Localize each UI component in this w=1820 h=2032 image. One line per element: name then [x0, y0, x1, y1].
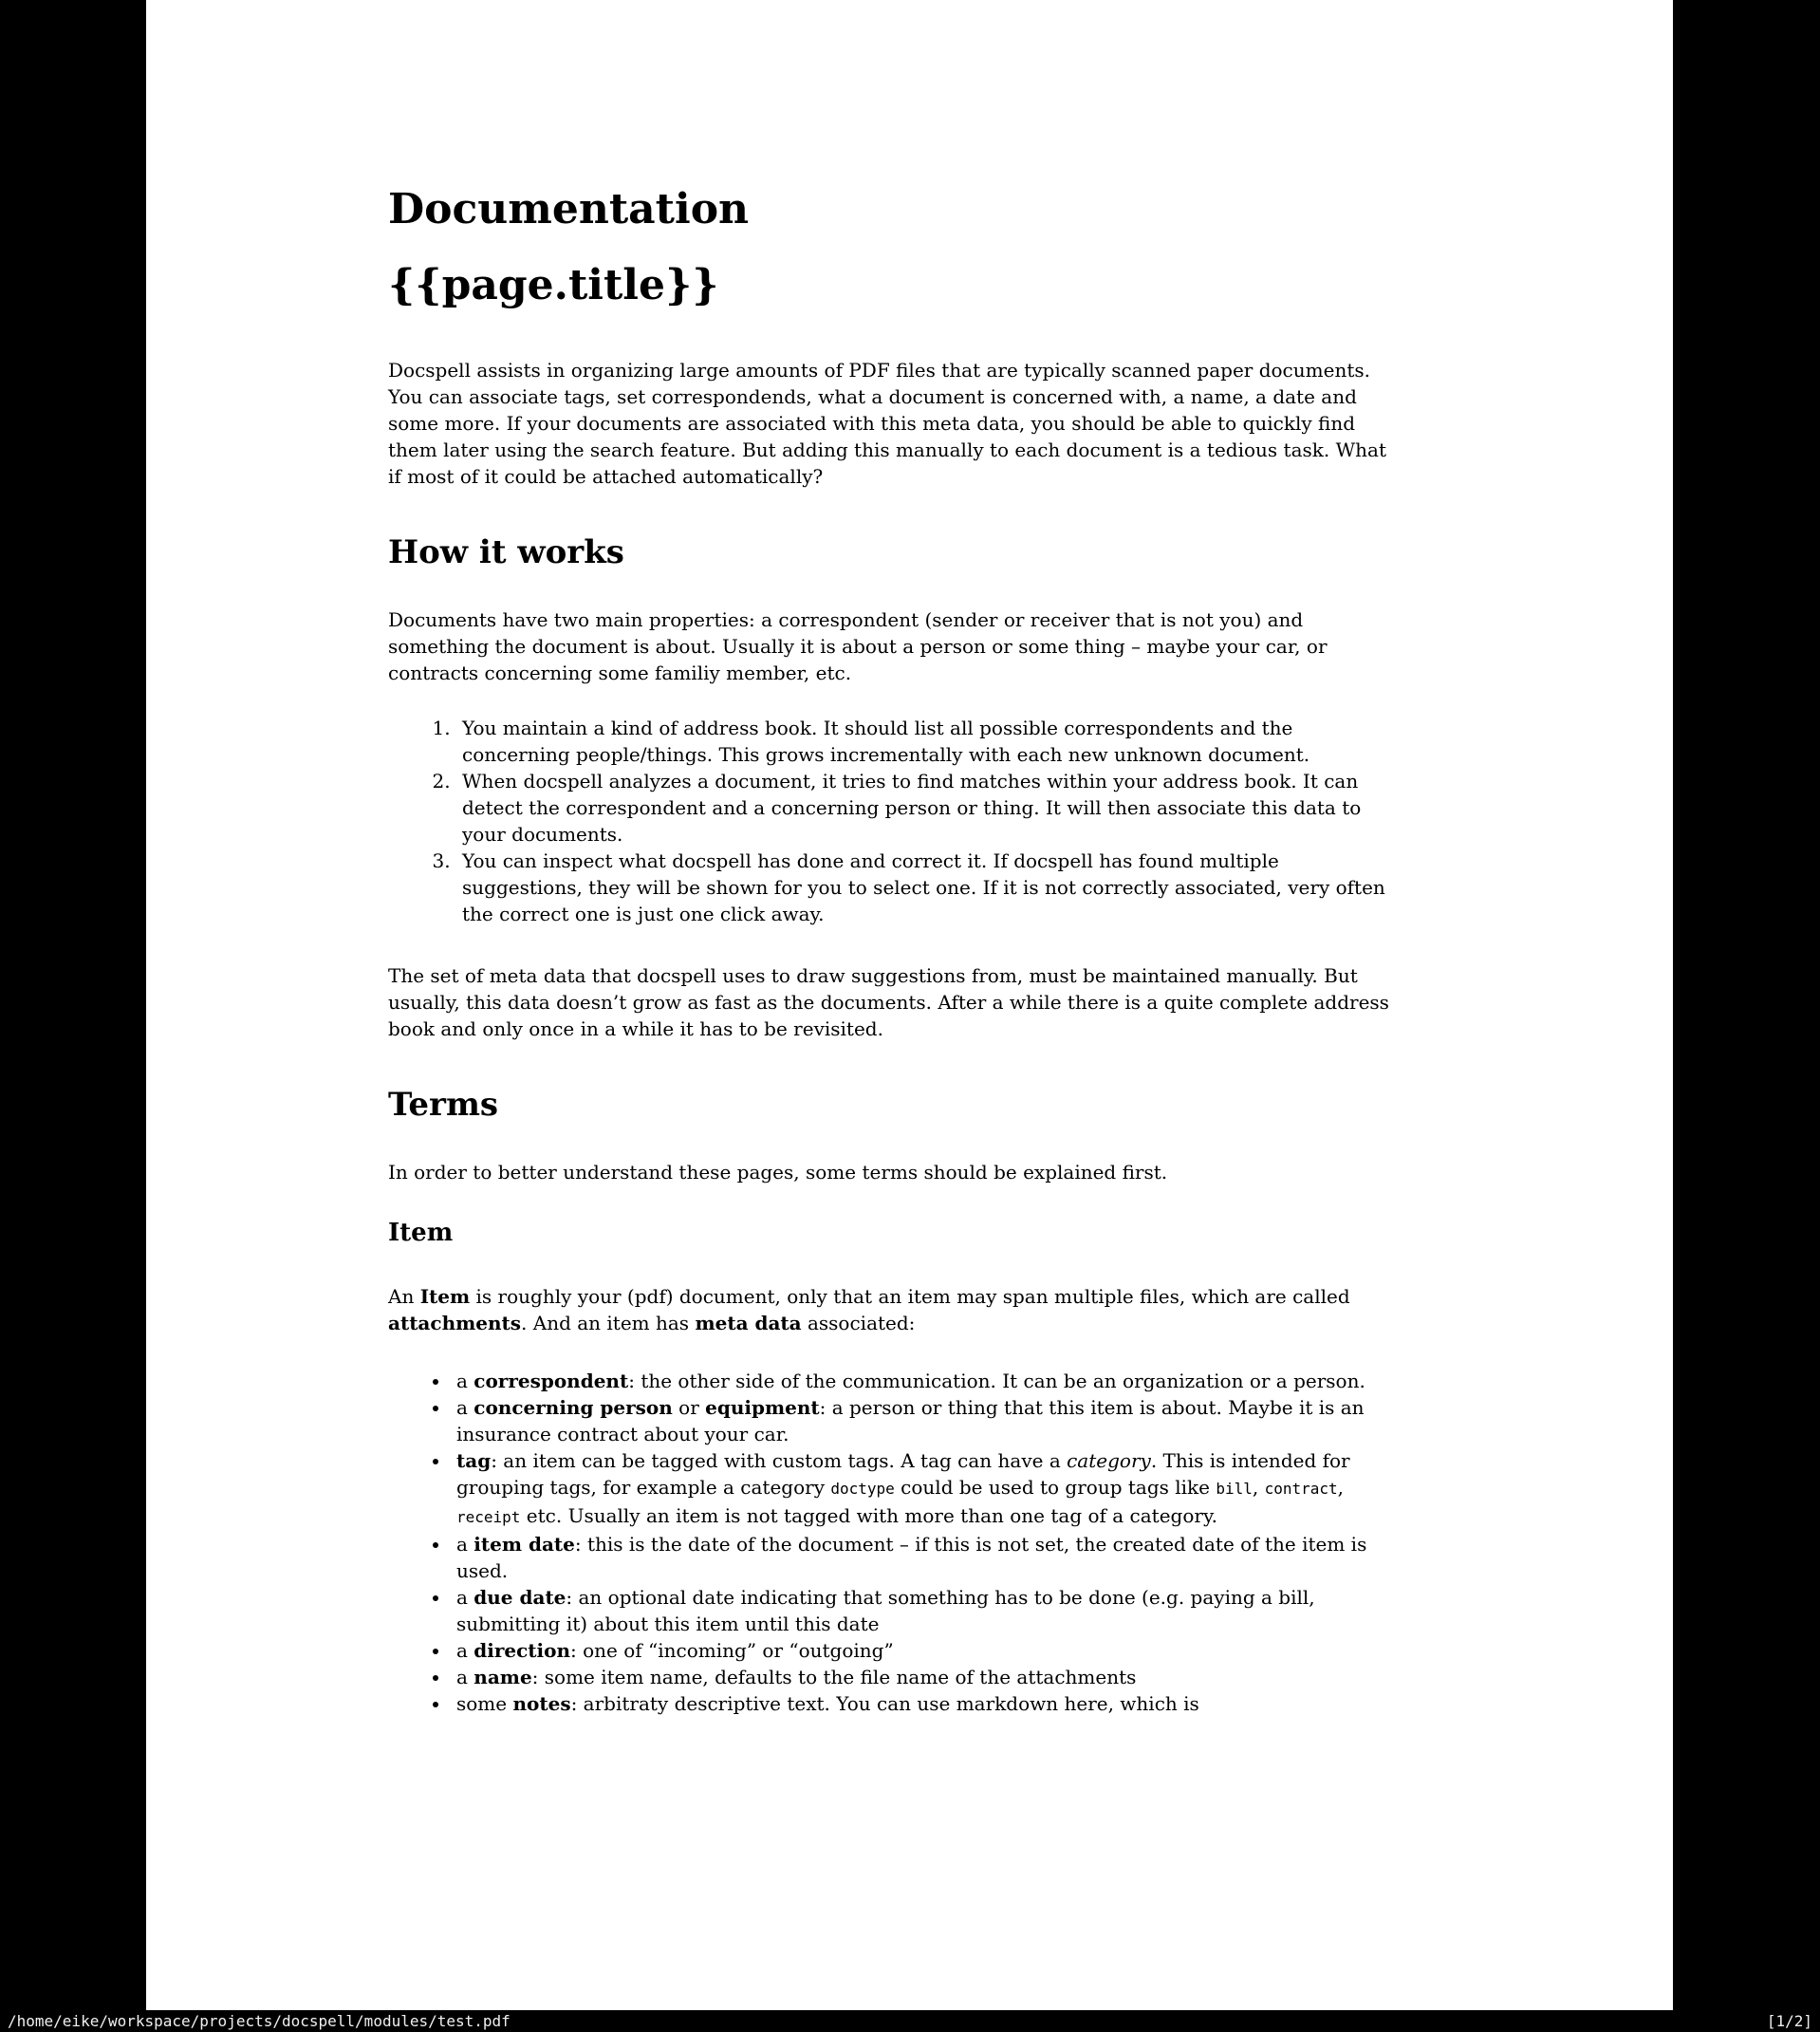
list-item [451, 1690, 1392, 1717]
bold-text: notes [512, 1692, 571, 1715]
text-run: a [456, 1666, 474, 1688]
text-run: . This is intended for grouping tags, for example a category [456, 1449, 1350, 1499]
workflow-list [388, 715, 1392, 927]
bold-text: item date [474, 1533, 575, 1556]
list-item [456, 715, 1392, 768]
text-run: , [1337, 1476, 1345, 1499]
list-item [456, 768, 1392, 848]
list-item [451, 1531, 1392, 1584]
text-run: some [456, 1692, 513, 1715]
bold-text: Item [419, 1285, 471, 1308]
text-run: An [388, 1285, 420, 1308]
text-run: : the other side of the communication. It can be an organization or a person. [628, 1370, 1365, 1392]
list-item [451, 1584, 1392, 1637]
bold-text: correspondent [474, 1370, 629, 1392]
bold-text: equipment [705, 1396, 820, 1419]
intro-paragraph [388, 357, 1392, 490]
how-it-works-paragraph [388, 606, 1392, 686]
text-run: : arbitraty descriptive text. You can use markdown here, which is [570, 1692, 1199, 1715]
list-item [451, 1368, 1392, 1394]
status-bar [0, 2010, 1820, 2032]
doc-heading [388, 186, 1392, 233]
bold-text: concerning person [474, 1396, 673, 1419]
text-run: Docspell assists in organizing large amounts of PDF files that are typically scanned paper documents. You can associate tags, set correspondends, what a document is concerned with, a name, a date and some more. If your documents are associated with this meta data, you should be able to quickly find them later using the search feature. But adding this manually to each document is a tedious task. What if most of it could be attached automatically? [388, 359, 1387, 488]
list-item [451, 1394, 1392, 1447]
text-run: : one of “incoming” or “outgoing” [570, 1639, 894, 1662]
text-run: You maintain a kind of address book. It should list all possible correspondents and the concerning people/things. This grows incrementally with each new unknown document. [462, 717, 1310, 766]
meta-data-list [388, 1368, 1392, 1717]
text-run: a [456, 1586, 474, 1609]
bold-text: attachments [388, 1312, 522, 1334]
text-run: Documents have two main properties: a correspondent (sender or receiver that is not you) and something the document is about. Usually it is about a person or some thing – maybe your car, or contracts concerning some familiy member, etc. [388, 608, 1328, 684]
text-run: Terms [388, 1086, 499, 1124]
text-run: How it works [388, 533, 624, 571]
terms-heading [388, 1086, 1392, 1124]
text-run: {{page.title}} [388, 261, 719, 309]
pdf-page[interactable] [146, 0, 1673, 2010]
text-run: a [456, 1396, 474, 1419]
page-title-heading [388, 262, 1392, 309]
text-run: When docspell analyzes a document, it tries to find matches within your address book. It can detect the correspondent and a concerning person or thing. It will then associate this data to your documents. [462, 770, 1362, 846]
italic-text: category [1067, 1449, 1151, 1472]
text-run: or [672, 1396, 706, 1419]
inline-code: doctype [830, 1480, 895, 1498]
text-run: : some item name, defaults to the file name of the attachments [531, 1666, 1137, 1688]
list-item [456, 848, 1392, 927]
how-it-works-heading [388, 533, 1392, 571]
item-paragraph [388, 1283, 1392, 1336]
list-item [451, 1664, 1392, 1690]
text-run: is roughly your (pdf) document, only that an item may span multiple files, which are called [470, 1285, 1350, 1308]
bold-text: name [474, 1666, 532, 1688]
text-run: Documentation [388, 185, 750, 233]
text-run: a [456, 1370, 474, 1392]
text-run: could be used to group tags like [894, 1476, 1216, 1499]
inline-code: contract [1264, 1480, 1338, 1498]
text-run: . And an item has [521, 1312, 696, 1334]
text-run: associated: [801, 1312, 916, 1334]
status-file-path: /home/eike/workspace/projects/docspell/modules/test.pdf [8, 2012, 511, 2030]
text-run: In order to better understand these pages, some terms should be explained first. [388, 1161, 1168, 1184]
text-run: a [456, 1639, 474, 1662]
item-heading [388, 1218, 1392, 1248]
bold-text: tag [456, 1449, 492, 1472]
bold-text: due date [474, 1586, 566, 1609]
bold-text: direction [474, 1639, 571, 1662]
text-run: The set of meta data that docspell uses to draw suggestions from, must be maintained manually. But usually, this data doesn’t grow as fast as the documents. After a while there is a quite complete address book and only once in a while it has to be revisited. [388, 964, 1389, 1040]
text-run: , [1252, 1476, 1265, 1499]
text-run: etc. Usually an item is not tagged with more than one tag of a category. [520, 1504, 1217, 1527]
text-run: : an item can be tagged with custom tags. A tag can have a [491, 1449, 1068, 1472]
text-run: a [456, 1533, 474, 1556]
status-page-indicator: [1/2] [1766, 2012, 1812, 2030]
list-item [451, 1447, 1392, 1531]
text-run: : a person or thing that this item is about. Maybe it is an insurance contract about your car. [456, 1396, 1365, 1445]
inline-code: receipt [456, 1508, 521, 1526]
inline-code: bill [1216, 1480, 1253, 1498]
text-run: You can inspect what docspell has done and correct it. If docspell has found multiple suggestions, they will be shown for you to select one. If it is not correctly associated, very often the correct one is just one click away. [462, 849, 1385, 925]
text-run: : this is the date of the document – if this is not set, the created date of the item is used. [456, 1533, 1367, 1582]
meta-data-paragraph [388, 962, 1392, 1042]
bold-text: meta data [695, 1312, 802, 1334]
text-run: Item [388, 1219, 454, 1247]
document-content [388, 0, 1392, 1717]
terms-intro-paragraph [388, 1159, 1392, 1185]
text-run: : an optional date indicating that something has to be done (e.g. paying a bill, submitting it) about this item until this date [456, 1586, 1315, 1635]
list-item [451, 1637, 1392, 1664]
